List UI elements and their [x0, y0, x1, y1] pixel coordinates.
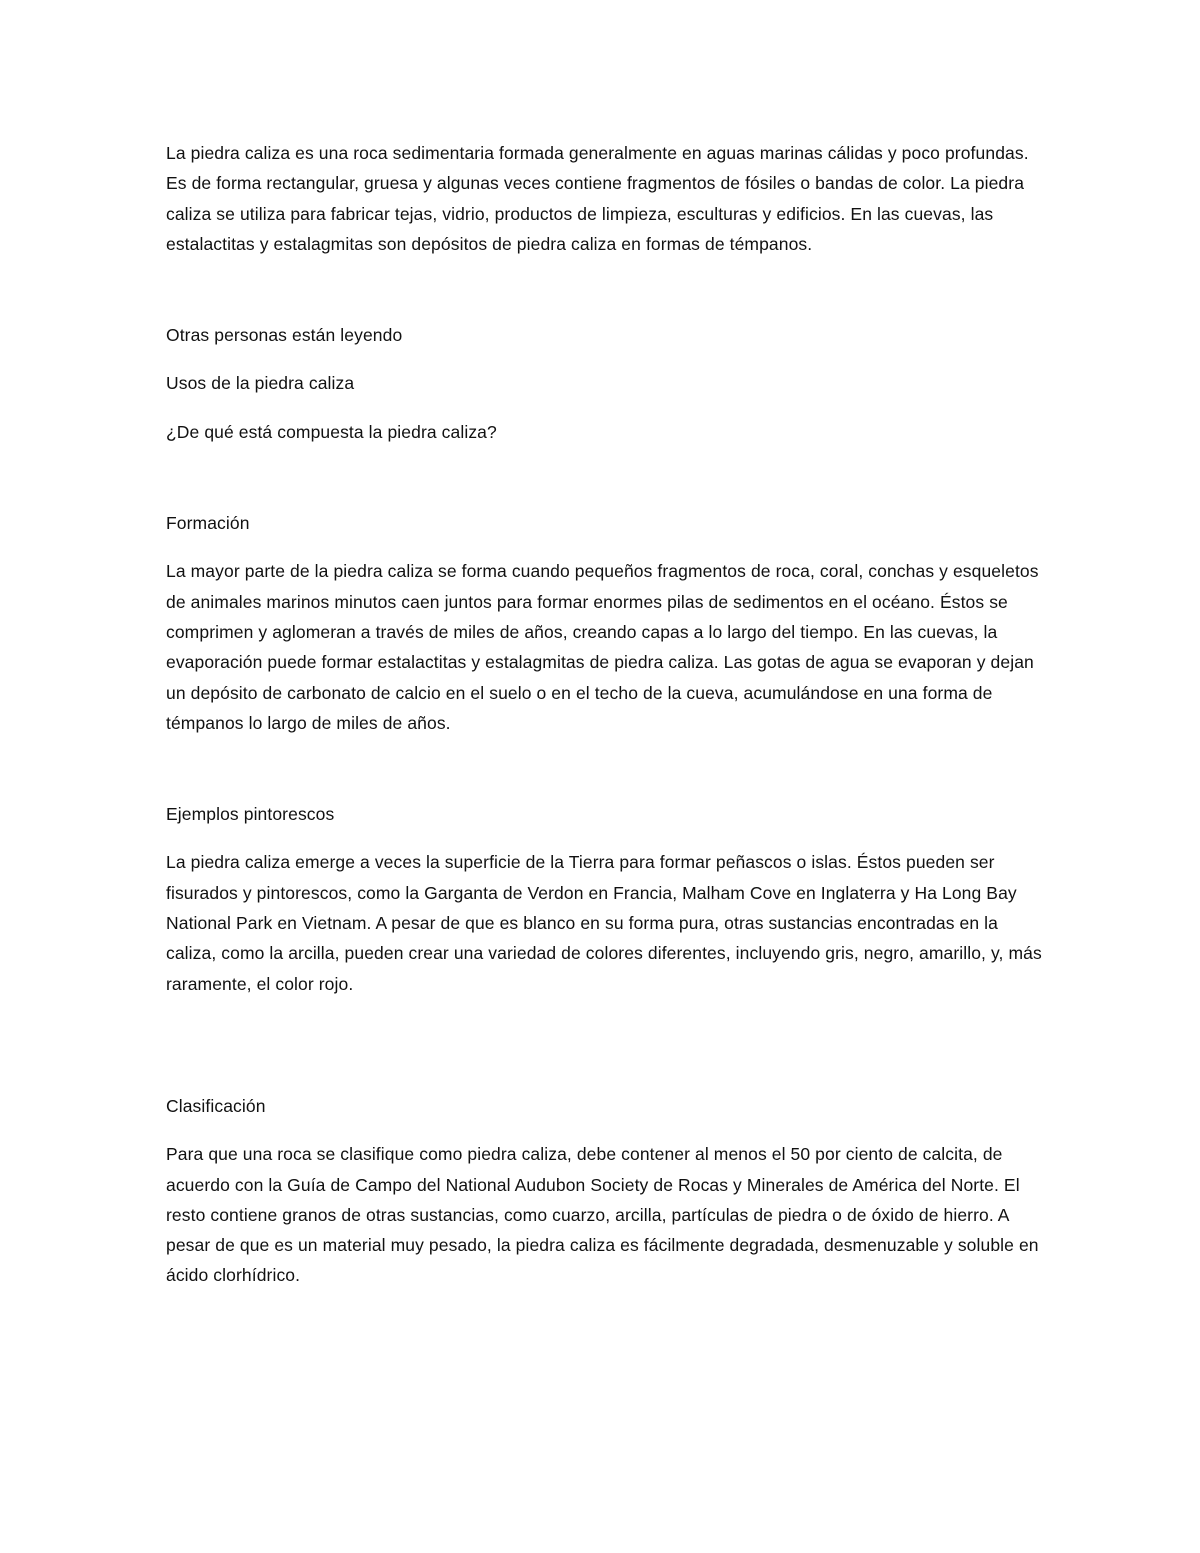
intro-paragraph: La piedra caliza es una roca sedimentaria formada generalmente en aguas marinas cálidas y poco profundas. Es de forma rectangular, gruesa y algunas veces contiene fragmentos de fósiles o bandas de color. La piedra caliza se utiliza para fabricar tejas, vidrio, productos de limpieza, esculturas y edificios. En las cuevas, las estalactitas y estalagmitas son depósitos de piedra caliza en formas de témpanos. — [166, 143, 1029, 254]
related-link-usos: Usos de la piedra caliza — [166, 373, 355, 394]
section-heading-ejemplos: Ejemplos pintorescos — [166, 804, 335, 825]
section-body-ejemplos: La piedra caliza emerge a veces la superficie de la Tierra para formar peñascos o islas. Éstos pueden ser fisurados y pintorescos, como la Garganta de Verdon en Francia, Malham Cove en Inglaterra y Ha Long Bay National Park en Vietnam. A pesar de que es blanco en su forma pura, otras sustancias encontradas en la caliza, como la arcilla, pueden crear una variedad de colores diferentes, incluyendo gris, negro, amarillo, y, más raramente, el color rojo. — [166, 852, 1042, 994]
section-body-formacion: La mayor parte de la piedra caliza se forma cuando pequeños fragmentos de roca, coral, conchas y esqueletos de animales marinos minutos caen juntos para formar enormes pilas de sedimentos en el océano. Éstos se comprimen y aglomeran a través de miles de años, creando capas a lo largo del tiempo. En las cuevas, la evaporación puede formar estalactitas y estalagmitas de piedra caliza. Las gotas de agua se evaporan y dejan un depósito de carbonato de calcio en el suelo o en el techo de la cueva, acumulándose en una forma de témpanos lo largo de miles de años. — [166, 561, 1039, 733]
section-heading-formacion: Formación — [166, 513, 250, 534]
section-heading-clasificacion: Clasificación — [166, 1095, 266, 1116]
related-heading: Otras personas están leyendo — [166, 325, 403, 346]
section-body-clasificacion: Para que una roca se clasifique como piedra caliza, debe contener al menos el 50 por ciento de calcita, de acuerdo con la Guía de Campo del National Audubon Society de Rocas y Minerales de América del Norte. El resto contiene granos de otras sustancias, como cuarzo, arcilla, partículas de piedra o de óxido de hierro. A pesar de que es un material muy pesado, la piedra caliza es fácilmente degradada, desmenuzable y soluble en ácido clorhídrico. — [166, 1144, 1039, 1286]
related-link-composicion: ¿De qué está compuesta la piedra caliza? — [166, 421, 497, 442]
document-body — [166, 138, 1046, 1291]
